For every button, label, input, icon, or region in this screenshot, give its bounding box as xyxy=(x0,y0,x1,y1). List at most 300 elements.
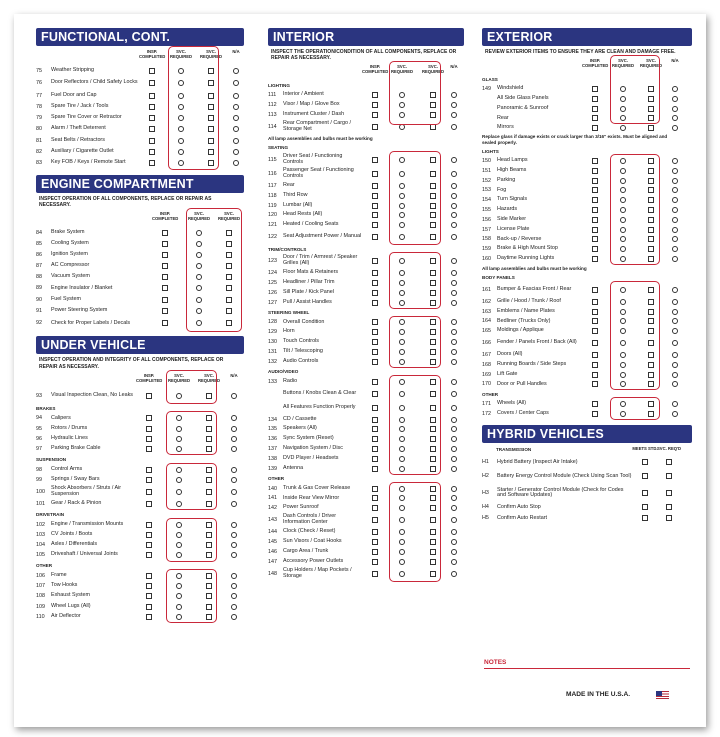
exterior-checkbox-insp[interactable] xyxy=(592,299,598,305)
interior-checkbox-insp[interactable] xyxy=(372,92,378,98)
interior-radio-na[interactable] xyxy=(451,466,457,472)
exterior-checkbox-insp[interactable] xyxy=(592,381,598,387)
exterior-item-label: Wheels (All) xyxy=(497,400,527,407)
under-radio-na[interactable] xyxy=(231,446,237,452)
exterior-item-label: Doors (All) xyxy=(497,351,523,358)
engine-checkbox-insp[interactable] xyxy=(162,230,168,236)
exterior-checkbox-insp[interactable] xyxy=(592,328,598,334)
interior-radio-na[interactable] xyxy=(451,339,457,345)
hybrid-checkbox-meets[interactable] xyxy=(642,515,648,521)
interior-checkbox-insp[interactable] xyxy=(372,222,378,228)
functional-checkbox-insp[interactable] xyxy=(149,149,155,155)
under-checkbox-insp[interactable] xyxy=(146,436,152,442)
exterior-item-number: 151 xyxy=(482,167,491,174)
under-checkbox-insp[interactable] xyxy=(146,593,152,599)
interior-item-number: 145 xyxy=(268,538,277,545)
under-checkbox-insp[interactable] xyxy=(146,489,152,495)
exterior-checkbox-insp[interactable] xyxy=(592,178,598,184)
interior-checkbox-insp[interactable] xyxy=(372,446,378,452)
under-item-label: Engine / Transmission Mounts xyxy=(51,520,124,527)
interior-radio-na[interactable] xyxy=(451,436,457,442)
exterior-item-label: Door or Pull Handles xyxy=(497,380,547,387)
interior-subheading: OTHER xyxy=(268,476,285,482)
exterior-radio-na[interactable] xyxy=(672,340,678,346)
engine-item-number: 85 xyxy=(36,240,42,247)
engine-checkbox-insp[interactable] xyxy=(162,252,168,258)
engine-item-label: Power Steering System xyxy=(51,306,108,313)
interior-radio-na[interactable] xyxy=(451,183,457,189)
exterior-radio-na[interactable] xyxy=(672,125,678,131)
exterior-radio-na[interactable] xyxy=(672,207,678,213)
exterior-row-159 xyxy=(482,244,692,254)
under-checkbox-insp[interactable] xyxy=(146,426,152,432)
interior-radio-na[interactable] xyxy=(451,329,457,335)
exterior-checkbox-insp[interactable] xyxy=(592,352,598,358)
functional-radio-na[interactable] xyxy=(233,93,239,99)
exterior-row-157 xyxy=(482,225,692,235)
hybrid-checkbox-meets[interactable] xyxy=(642,459,648,465)
interior-checkbox-insp[interactable] xyxy=(372,258,378,264)
interior-item-number: 113 xyxy=(268,112,277,119)
under-radio-na[interactable] xyxy=(231,552,237,558)
exterior-radio-na[interactable] xyxy=(672,352,678,358)
under-radio-na[interactable] xyxy=(231,583,237,589)
interior-radio-na[interactable] xyxy=(451,171,457,177)
under-item-number: 96 xyxy=(36,435,42,442)
functional-checkbox-insp[interactable] xyxy=(149,80,155,86)
under-item-label: Wheel Lugs (All) xyxy=(51,602,91,609)
interior-checkbox-insp[interactable] xyxy=(372,112,378,118)
hybrid-item-label: Battery Energy Control Module (Check Using Scan Tool) xyxy=(497,472,632,479)
under-checkbox-insp[interactable] xyxy=(146,532,152,538)
hybrid-checkbox-meets[interactable] xyxy=(642,490,648,496)
exterior-row-167 xyxy=(482,350,692,360)
functional-item-number: 80 xyxy=(36,126,42,133)
interior-radio-na[interactable] xyxy=(451,571,457,577)
under-radio-na[interactable] xyxy=(231,436,237,442)
exterior-checkbox-svc[interactable] xyxy=(648,125,654,131)
functional-radio-na[interactable] xyxy=(233,138,239,144)
hybrid-checkbox-svc[interactable] xyxy=(666,459,672,465)
functional-checkbox-insp[interactable] xyxy=(149,126,155,132)
exterior-radio-svc[interactable] xyxy=(620,125,626,131)
exterior-radio-na[interactable] xyxy=(672,372,678,378)
exterior-radio-na[interactable] xyxy=(672,318,678,324)
exterior-checkbox-insp[interactable] xyxy=(592,158,598,164)
under-radio-na[interactable] xyxy=(231,415,237,421)
functional-item-number: 82 xyxy=(36,148,42,155)
interior-item-label: Door / Trim / Armrest / Speaker Grilles (All) xyxy=(283,254,358,267)
interior-subheading: LIGHTING xyxy=(268,82,290,88)
interior-radio-na[interactable] xyxy=(451,517,457,523)
exterior-header-svc: SVC. REQUIRED xyxy=(639,58,663,68)
interior-radio-na[interactable] xyxy=(451,417,457,423)
functional-item-number: 81 xyxy=(36,137,42,144)
exterior-item-number: 153 xyxy=(482,187,491,194)
functional-radio-na[interactable] xyxy=(233,115,239,121)
interior-item-number: 138 xyxy=(268,455,277,462)
interior-checkbox-insp[interactable] xyxy=(372,529,378,535)
interior-item-number: 118 xyxy=(268,192,277,199)
interior-checkbox-insp[interactable] xyxy=(372,349,378,355)
under-radio-na[interactable] xyxy=(231,467,237,473)
engine-checkbox-insp[interactable] xyxy=(162,241,168,247)
interior-radio-na[interactable] xyxy=(451,539,457,545)
exterior-checkbox-insp[interactable] xyxy=(592,287,598,293)
exterior-radio-na[interactable] xyxy=(672,328,678,334)
interior-checkbox-insp[interactable] xyxy=(372,102,378,108)
exterior-item-number: 169 xyxy=(482,371,491,378)
functional-checkbox-insp[interactable] xyxy=(149,115,155,121)
interior-checkbox-insp[interactable] xyxy=(372,417,378,423)
exterior-radio-na[interactable] xyxy=(672,178,678,184)
exterior-radio-na[interactable] xyxy=(672,299,678,305)
interior-item-label: Instrument Cluster / Dash xyxy=(283,111,345,118)
interior-checkbox-insp[interactable] xyxy=(372,203,378,209)
interior-radio-na[interactable] xyxy=(451,157,457,163)
hybrid-checkbox-svc[interactable] xyxy=(666,473,672,479)
interior-item-label: Buttons / Knobs Clean & Clear xyxy=(283,389,357,396)
interior-section xyxy=(268,28,464,581)
interior-item-number: 129 xyxy=(268,329,277,336)
interior-radio-na[interactable] xyxy=(451,212,457,218)
exterior-radio-na[interactable] xyxy=(672,168,678,174)
under-item-number: 95 xyxy=(36,425,42,432)
interior-checkbox-insp[interactable] xyxy=(372,359,378,365)
exterior-row-150 xyxy=(482,156,692,166)
under-header-insp: INSP. COMPLETED xyxy=(136,372,163,383)
interior-checkbox-insp[interactable] xyxy=(372,319,378,325)
functional-radio-na[interactable] xyxy=(233,160,239,166)
interior-radio-na[interactable] xyxy=(451,290,457,296)
exterior-radio-na[interactable] xyxy=(672,217,678,223)
exterior-radio-na[interactable] xyxy=(672,197,678,203)
under-checkbox-insp[interactable] xyxy=(146,477,152,483)
under-description: INSPECT OPERATION AND INTEGRITY OF ALL COMPONENTS, REPLACE OR REPAIR AS NECESSARY. xyxy=(39,357,224,370)
interior-radio-na[interactable] xyxy=(451,124,457,130)
interior-item-label: Radio xyxy=(283,377,298,384)
exterior-checkbox-insp[interactable] xyxy=(592,217,598,223)
under-radio-na[interactable] xyxy=(231,501,237,507)
under-checkbox-insp[interactable] xyxy=(146,573,152,579)
functional-checkbox-insp[interactable] xyxy=(149,160,155,166)
interior-checkbox-insp[interactable] xyxy=(372,193,378,199)
engine-checkbox-insp[interactable] xyxy=(162,308,168,314)
interior-checkbox-insp[interactable] xyxy=(372,124,378,130)
exterior-checkbox-insp[interactable] xyxy=(592,362,598,368)
exterior-checkbox-insp[interactable] xyxy=(592,106,598,112)
interior-header-svc: SVC. REQUIRED xyxy=(390,64,414,75)
interior-radio-na[interactable] xyxy=(451,359,457,365)
interior-radio-na[interactable] xyxy=(451,529,457,535)
interior-item-number: 140 xyxy=(268,485,277,492)
exterior-radio-na[interactable] xyxy=(672,86,678,92)
exterior-checkbox-insp[interactable] xyxy=(592,236,598,242)
exterior-radio-na[interactable] xyxy=(672,309,678,315)
interior-checkbox-insp[interactable] xyxy=(372,290,378,296)
functional-checkbox-insp[interactable] xyxy=(149,104,155,110)
interior-item-number: 135 xyxy=(268,426,277,433)
engine-item-label: Brake System xyxy=(51,228,85,235)
hybrid-checkbox-meets[interactable] xyxy=(642,473,648,479)
interior-radio-na[interactable] xyxy=(451,559,457,565)
interior-checkbox-insp[interactable] xyxy=(372,486,378,492)
interior-radio-na[interactable] xyxy=(451,495,457,501)
interior-radio-na[interactable] xyxy=(451,234,457,240)
interior-checkbox-insp[interactable] xyxy=(372,505,378,511)
exterior-checkbox-insp[interactable] xyxy=(592,340,598,346)
hybrid-item-number: H1 xyxy=(482,459,489,466)
interior-radio-na[interactable] xyxy=(451,193,457,199)
under-checkbox-insp[interactable] xyxy=(146,583,152,589)
hybrid-header-svcd: SVC. REQ'D xyxy=(656,445,682,451)
exterior-item-label: Brake & High Mount Stop xyxy=(497,245,558,252)
exterior-rows xyxy=(482,74,692,419)
exterior-checkbox-insp[interactable] xyxy=(592,246,598,252)
interior-item-number: 134 xyxy=(268,416,277,423)
interior-checkbox-insp[interactable] xyxy=(372,183,378,189)
functional-radio-na[interactable] xyxy=(233,149,239,155)
under-checkbox-insp[interactable] xyxy=(146,393,152,399)
interior-radio-na[interactable] xyxy=(451,280,457,286)
exterior-radio-na[interactable] xyxy=(672,96,678,102)
interior-radio-na[interactable] xyxy=(451,426,457,432)
exterior-checkbox-insp[interactable] xyxy=(592,207,598,213)
interior-checkbox-insp[interactable] xyxy=(372,212,378,218)
under-checkbox-insp[interactable] xyxy=(146,501,152,507)
interior-radio-na[interactable] xyxy=(451,258,457,264)
engine-item-number: 91 xyxy=(36,307,42,314)
under-radio-na[interactable] xyxy=(231,522,237,528)
interior-checkbox-insp[interactable] xyxy=(372,426,378,432)
interior-checkbox-insp[interactable] xyxy=(372,405,378,411)
interior-radio-na[interactable] xyxy=(451,456,457,462)
under-checkbox-insp[interactable] xyxy=(146,415,152,421)
interior-radio-na[interactable] xyxy=(451,222,457,228)
exterior-row-162 xyxy=(482,297,692,307)
exterior-checkbox-insp[interactable] xyxy=(592,309,598,315)
under-checkbox-insp[interactable] xyxy=(146,604,152,610)
under-item-number: 102 xyxy=(36,521,45,528)
under-checkbox-insp[interactable] xyxy=(146,467,152,473)
exterior-checkbox-insp[interactable] xyxy=(592,372,598,378)
under-checkbox-insp[interactable] xyxy=(146,614,152,620)
interior-checkbox-insp[interactable] xyxy=(372,379,378,385)
interior-item-label: CD / Cassette xyxy=(283,415,317,422)
exterior-radio-na[interactable] xyxy=(672,115,678,121)
exterior-radio-na[interactable] xyxy=(672,362,678,368)
exterior-row-x2 xyxy=(482,94,692,104)
exterior-checkbox-insp[interactable] xyxy=(592,318,598,324)
exterior-radio-na[interactable] xyxy=(672,187,678,193)
interior-checkbox-insp[interactable] xyxy=(372,456,378,462)
interior-item-label: Tilt / Telescoping xyxy=(283,348,323,355)
interior-radio-na[interactable] xyxy=(451,486,457,492)
under-item-label: Driveshaft / Universal Joints xyxy=(51,551,118,558)
engine-checkbox-insp[interactable] xyxy=(162,320,168,326)
functional-header-svc: SVC. REQUIRED xyxy=(199,49,223,59)
exterior-radio-na[interactable] xyxy=(672,287,678,293)
interior-radio-na[interactable] xyxy=(451,505,457,511)
under-highlight-box xyxy=(166,463,217,511)
exterior-radio-na[interactable] xyxy=(672,227,678,233)
exterior-checkbox-insp[interactable] xyxy=(592,256,598,262)
interior-radio-na[interactable] xyxy=(451,300,457,306)
interior-checkbox-insp[interactable] xyxy=(372,466,378,472)
interior-radio-na[interactable] xyxy=(451,391,457,397)
under-item-label: Rotors / Drums xyxy=(51,424,88,431)
interior-item-label: Seat Adjustment Power / Manual xyxy=(283,233,362,240)
hybrid-checkbox-svc[interactable] xyxy=(666,490,672,496)
hybrid-checkbox-svc[interactable] xyxy=(666,504,672,510)
engine-item-label: Cooling System xyxy=(51,239,89,246)
notes-line xyxy=(484,668,690,669)
exterior-radio-na[interactable] xyxy=(672,381,678,387)
interior-item-label: Horn xyxy=(283,328,295,335)
interior-checkbox-insp[interactable] xyxy=(372,549,378,555)
under-radio-na[interactable] xyxy=(231,593,237,599)
exterior-checkbox-insp[interactable] xyxy=(592,125,598,131)
interior-item-label: Headliner / Pillar Trim xyxy=(283,279,335,286)
exterior-radio-na[interactable] xyxy=(672,106,678,112)
under-radio-na[interactable] xyxy=(231,426,237,432)
interior-radio-na[interactable] xyxy=(451,349,457,355)
under-checkbox-insp[interactable] xyxy=(146,542,152,548)
under-title: UNDER VEHICLE xyxy=(36,336,244,354)
exterior-row-163 xyxy=(482,307,692,317)
interior-highlight-box xyxy=(389,61,441,125)
exterior-radio-na[interactable] xyxy=(672,246,678,252)
under-radio-na[interactable] xyxy=(231,489,237,495)
interior-checkbox-insp[interactable] xyxy=(372,329,378,335)
interior-checkbox-insp[interactable] xyxy=(372,436,378,442)
interior-radio-na[interactable] xyxy=(451,319,457,325)
interior-radio-na[interactable] xyxy=(451,446,457,452)
interior-radio-na[interactable] xyxy=(451,405,457,411)
interior-item-label: Trunk & Gas Cover Release xyxy=(283,484,351,491)
interior-checkbox-insp[interactable] xyxy=(372,300,378,306)
exterior-checkbox-insp[interactable] xyxy=(592,411,598,417)
hybrid-row-H2 xyxy=(482,468,692,485)
exterior-radio-na[interactable] xyxy=(672,256,678,262)
interior-item-label: Navigation System / Disc xyxy=(283,445,343,452)
exterior-checkbox-insp[interactable] xyxy=(592,187,598,193)
engine-item-label: Vacuum System xyxy=(51,273,90,280)
interior-checkbox-insp[interactable] xyxy=(372,495,378,501)
functional-item-number: 76 xyxy=(36,80,42,87)
interior-radio-na[interactable] xyxy=(451,92,457,98)
engine-checkbox-insp[interactable] xyxy=(162,297,168,303)
interior-radio-na[interactable] xyxy=(451,379,457,385)
exterior-row-165 xyxy=(482,326,692,336)
functional-radio-na[interactable] xyxy=(233,126,239,132)
interior-checkbox-insp[interactable] xyxy=(372,171,378,177)
exterior-radio-na[interactable] xyxy=(672,158,678,164)
under-checkbox-insp[interactable] xyxy=(146,522,152,528)
functional-radio-na[interactable] xyxy=(233,104,239,110)
interior-checkbox-insp[interactable] xyxy=(372,339,378,345)
interior-checkbox-insp[interactable] xyxy=(372,559,378,565)
functional-checkbox-insp[interactable] xyxy=(149,93,155,99)
interior-item-number: 130 xyxy=(268,339,277,346)
interior-radio-na[interactable] xyxy=(451,102,457,108)
hybrid-checkbox-meets[interactable] xyxy=(642,504,648,510)
interior-checkbox-insp[interactable] xyxy=(372,234,378,240)
exterior-item-number: 166 xyxy=(482,340,491,347)
interior-checkbox-insp[interactable] xyxy=(372,571,378,577)
exterior-radio-na[interactable] xyxy=(672,236,678,242)
under-radio-na[interactable] xyxy=(231,614,237,620)
interior-item-label: Head Rests (All) xyxy=(283,211,323,218)
exterior-row-155 xyxy=(482,205,692,215)
interior-item-label: Visor / Map / Glove Box xyxy=(283,101,340,108)
interior-radio-na[interactable] xyxy=(451,549,457,555)
under-radio-na[interactable] xyxy=(231,477,237,483)
exterior-checkbox-insp[interactable] xyxy=(592,168,598,174)
functional-checkbox-insp[interactable] xyxy=(149,68,155,74)
exterior-checkbox-insp[interactable] xyxy=(592,96,598,102)
exterior-radio-na[interactable] xyxy=(672,411,678,417)
interior-checkbox-insp[interactable] xyxy=(372,280,378,286)
engine-checkbox-insp[interactable] xyxy=(162,285,168,291)
under-radio-na[interactable] xyxy=(231,573,237,579)
interior-radio-na[interactable] xyxy=(451,270,457,276)
under-item-number: 107 xyxy=(36,583,45,590)
under-radio-na[interactable] xyxy=(231,542,237,548)
exterior-checkbox-insp[interactable] xyxy=(592,227,598,233)
functional-item-label: Key FOB / Keys / Remote Start xyxy=(51,159,126,165)
interior-item-number: 111 xyxy=(268,92,277,99)
exterior-checkbox-insp[interactable] xyxy=(592,197,598,203)
functional-radio-na[interactable] xyxy=(233,68,239,74)
interior-checkbox-insp[interactable] xyxy=(372,539,378,545)
hybrid-checkbox-svc[interactable] xyxy=(666,515,672,521)
under-radio-na[interactable] xyxy=(231,604,237,610)
exterior-radio-na[interactable] xyxy=(672,401,678,407)
exterior-item-number: 155 xyxy=(482,207,491,214)
engine-checkbox-insp[interactable] xyxy=(162,274,168,280)
interior-item-number: 147 xyxy=(268,558,277,565)
exterior-checkbox-insp[interactable] xyxy=(592,115,598,121)
interior-highlight-box xyxy=(389,252,441,308)
under-checkbox-insp[interactable] xyxy=(146,552,152,558)
under-radio-na[interactable] xyxy=(231,532,237,538)
interior-item-number: 137 xyxy=(268,446,277,453)
functional-rows xyxy=(36,65,244,169)
exterior-row-x3 xyxy=(482,104,692,114)
under-radio-na[interactable] xyxy=(231,393,237,399)
engine-item-number: 89 xyxy=(36,285,42,292)
functional-radio-na[interactable] xyxy=(233,80,239,86)
interior-checkbox-insp[interactable] xyxy=(372,517,378,523)
engine-header-svc: SVC. REQUIRED xyxy=(187,210,211,221)
hybrid-item-label: Starter / Generator Control Module (Check for Codes and Software Updates) xyxy=(497,486,624,499)
interior-item-number: 143 xyxy=(268,517,277,524)
exterior-item-number: 156 xyxy=(482,216,491,223)
interior-checkbox-insp[interactable] xyxy=(372,157,378,163)
under-checkbox-insp[interactable] xyxy=(146,446,152,452)
interior-checkbox-insp[interactable] xyxy=(372,391,378,397)
interior-checkbox-insp[interactable] xyxy=(372,270,378,276)
engine-checkbox-insp[interactable] xyxy=(162,263,168,269)
interior-radio-na[interactable] xyxy=(451,203,457,209)
interior-radio-na[interactable] xyxy=(451,112,457,118)
exterior-item-number: 152 xyxy=(482,177,491,184)
exterior-item-label: Mirrors xyxy=(497,124,514,131)
functional-checkbox-insp[interactable] xyxy=(149,138,155,144)
exterior-checkbox-insp[interactable] xyxy=(592,86,598,92)
exterior-checkbox-insp[interactable] xyxy=(592,401,598,407)
